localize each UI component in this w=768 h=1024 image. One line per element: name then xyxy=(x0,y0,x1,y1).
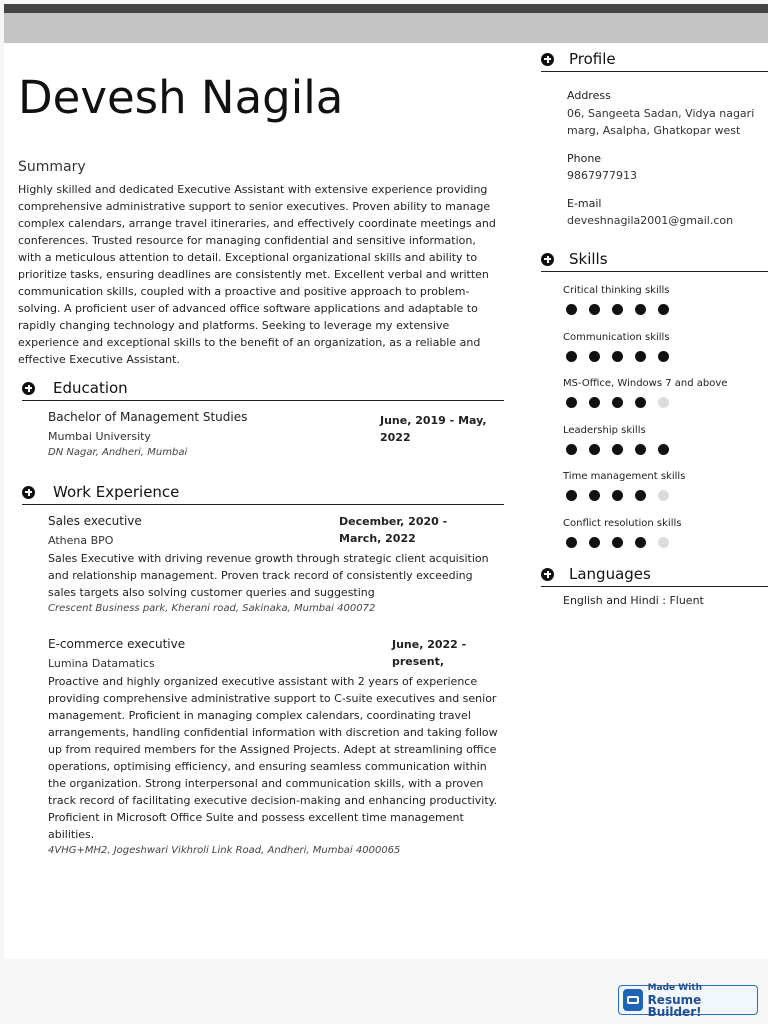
summary-title: Summary xyxy=(18,159,86,175)
skill-name: Leadership skills xyxy=(563,424,646,436)
rating-dot-filled xyxy=(635,537,646,548)
skill-rating xyxy=(566,304,681,315)
rating-dot-filled xyxy=(612,537,623,548)
rating-dot-filled xyxy=(566,537,577,548)
rating-dot-filled xyxy=(566,351,577,362)
rating-dot-filled xyxy=(566,490,577,501)
rating-dot-filled xyxy=(589,351,600,362)
candidate-name: Devesh Nagila xyxy=(18,71,344,124)
rating-dot-filled xyxy=(589,397,600,408)
rating-dot-empty xyxy=(658,490,669,501)
badge-text xyxy=(648,982,757,1018)
degree: Bachelor of Management Studies xyxy=(48,410,248,424)
skill-name: Communication skills xyxy=(563,331,670,343)
rating-dot-filled xyxy=(612,304,623,315)
rating-dot-filled xyxy=(566,397,577,408)
rating-dot-filled xyxy=(635,490,646,501)
rating-dot-filled xyxy=(566,444,577,455)
company: Athena BPO xyxy=(48,534,114,547)
plus-circle-icon xyxy=(541,568,554,581)
job-role: E-commerce executive xyxy=(48,637,186,651)
job-date: June, 2022 - present, xyxy=(392,638,467,668)
education-date: June, 2019 - May, 2022 xyxy=(380,414,487,444)
address-value: 06, Sangeeta Sadan, Vidya nagari marg, Asalpha, Ghatkopar west xyxy=(567,107,755,137)
email-value: deveshnagila2001@gmail.con xyxy=(567,214,734,227)
skill-name: Critical thinking skills xyxy=(563,285,670,296)
rating-dot-filled xyxy=(635,397,646,408)
education-location: DN Nagar, Andheri, Mumbai xyxy=(48,447,188,458)
rating-dot-empty xyxy=(658,397,669,408)
job-location: Crescent Business park, Kherani road, Sakinaka, Mumbai 400072 xyxy=(48,603,376,614)
rating-dot-filled xyxy=(635,444,646,455)
rating-dot-filled xyxy=(635,351,646,362)
rating-dot-filled xyxy=(566,304,577,315)
skill-rating xyxy=(566,397,681,408)
rating-dot-filled xyxy=(658,304,669,315)
languages-header xyxy=(541,562,768,587)
rating-dot-filled xyxy=(635,304,646,315)
rating-dot-empty xyxy=(658,537,669,548)
plus-circle-icon xyxy=(22,486,35,499)
skill-name: Time management skills xyxy=(563,471,686,483)
rating-dot-filled xyxy=(612,397,623,408)
company: Lumina Datamatics xyxy=(48,657,155,670)
top-bar-dark xyxy=(4,4,768,13)
profile-title: Profile xyxy=(569,50,616,68)
rating-dot-filled xyxy=(589,537,600,548)
email-label: E-mail xyxy=(567,197,602,210)
skill-rating xyxy=(566,444,681,455)
rating-dot-filled xyxy=(658,444,669,455)
language-separator: : xyxy=(658,594,670,607)
badge-line2: Resume Builder! xyxy=(647,993,702,1019)
summary-text: Highly skilled and dedicated Executive Assistant with extensive experience providing comprehensive administrative support to senior executives. Proven ability to manage complex calendars, arrange travel itineraries, and effectively coordinate meetings and conferences. Trusted resource for managing confidential and sensitive information, with a meticulous attention to detail. Exceptional organizational skills and ability to prioritize tasks, ensuring deadlines are consistently met. Excellent verbal and written communication skills, coupled with a proactive and positive approach to problem-solving. A proficient user of advanced office software applications and adaptable to rapidly changing technology and platforms. Seeking to leverage my extensive experience and exceptional skills to the benefit of an organization, as a reliable and effective Executive Assistant. xyxy=(18,183,496,366)
skill-rating xyxy=(566,490,681,501)
skills-header xyxy=(541,247,768,272)
education-entry xyxy=(48,409,368,461)
resume-builder-logo-icon xyxy=(623,989,643,1011)
education-title: Education xyxy=(53,379,128,397)
top-bar-light xyxy=(4,13,768,43)
rating-dot-filled xyxy=(612,490,623,501)
rating-dot-filled xyxy=(612,351,623,362)
plus-circle-icon xyxy=(541,253,554,266)
work-experience-header xyxy=(22,480,504,505)
language-item xyxy=(563,594,704,607)
language-level: Fluent xyxy=(669,594,704,607)
address-label: Address xyxy=(567,89,611,102)
rating-dot-filled xyxy=(589,490,600,501)
plus-circle-icon xyxy=(541,53,554,66)
made-with-resume-builder-badge[interactable] xyxy=(618,983,758,1019)
skills-title: Skills xyxy=(569,250,608,268)
skill-rating xyxy=(566,351,681,362)
skill-name: MS-Office, Windows 7 and above xyxy=(563,378,728,390)
job-date: December, 2020 - March, 2022 xyxy=(339,515,448,545)
profile-header xyxy=(541,47,768,72)
languages-title: Languages xyxy=(569,565,651,583)
job-role: Sales executive xyxy=(48,514,142,528)
job-description: Sales Executive with driving revenue growth through strategic client acquisition and relationship management. Proven track record of consistently exceeding sales targets also solving customer queries and suggesting xyxy=(48,552,489,599)
job-description: Proactive and highly organized executive assistant with 2 years of experience providing comprehensive administrative support to C-suite executives and senior management. Proficient in managing complex calendars, coordinating travel arrangements, handling confidential information with discretion and taking follow up from required members for the Assigned Projects. Adept at streamlining office operations, optimising efficiency, and ensuring seamless communication within the organization. Strong interpersonal and communication skills, with a proven track record of facilitating executive decision-making and enhancing productivity. Proficient in Microsoft Office Suite and possess excellent time management abilities. xyxy=(48,675,498,841)
phone-label: Phone xyxy=(567,152,602,165)
skill-rating xyxy=(566,537,681,548)
phone-value: 9867977913 xyxy=(567,169,637,182)
education-header xyxy=(22,376,504,401)
work-experience-title: Work Experience xyxy=(53,483,180,501)
rating-dot-filled xyxy=(589,304,600,315)
language-name: English and Hindi xyxy=(563,594,659,607)
job-location: 4VHG+MH2, Jogeshwari Vikhroli Link Road, Andheri, Mumbai 4000065 xyxy=(48,845,401,856)
rating-dot-filled xyxy=(658,351,669,362)
school: Mumbai University xyxy=(48,430,151,443)
rating-dot-filled xyxy=(612,444,623,455)
plus-circle-icon xyxy=(22,382,35,395)
rating-dot-filled xyxy=(589,444,600,455)
skill-name: Conflict resolution skills xyxy=(563,518,682,529)
badge-line1: Made With xyxy=(647,983,702,993)
